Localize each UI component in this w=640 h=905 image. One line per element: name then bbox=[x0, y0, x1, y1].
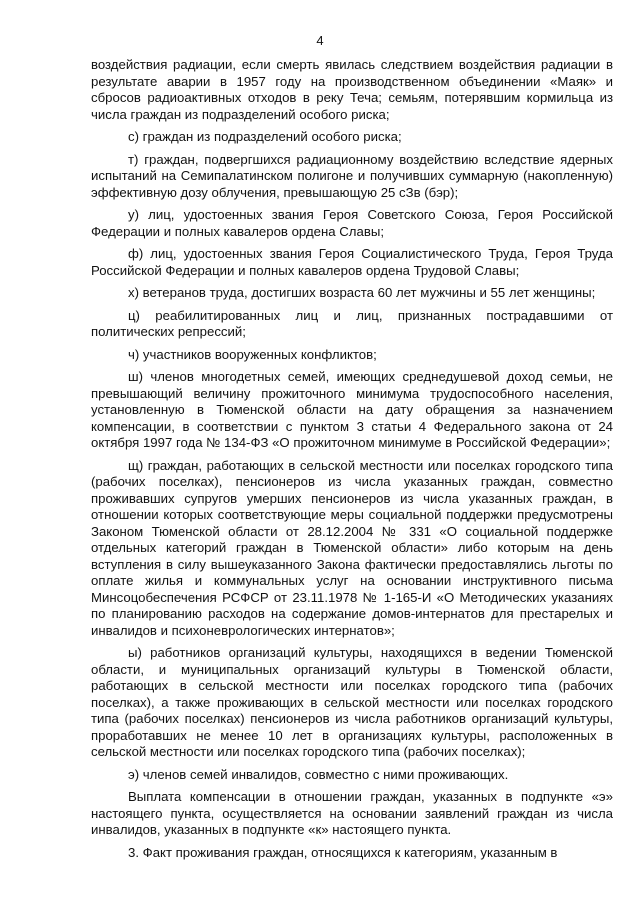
paragraph-item-e: э) членов семей инвалидов, совместно с ними проживающих. bbox=[128, 766, 509, 782]
page-number: 4 bbox=[316, 33, 324, 48]
paragraph-item-s: с) граждан из подразделений особого риска; bbox=[128, 129, 402, 144]
paragraph-item-kh: х) ветеранов труда, достигших возраста 60 лет мужчины и 55 лет женщины; bbox=[128, 285, 596, 300]
paragraph-item-shch: щ) граждан, работающих в сельской местности или поселках городского типа (рабочих поселках), пенсионеров из числа указанных граждан, совместно проживавших супругов умерших пенсионеров из числа указанных граждан, в отношении которых соответствующие меры социальной поддержки предусмотрены Законом Тюменской области от 28.12.2004 № 331 «О социальной поддержке отдельных категорий граждан в Тюменской области» либо которым на день вступления в силу вышеуказанного Закона фактически предоставлялись льготы по оплате жилья и коммунальных услуг на основании инструктивного письма Минсоцобеспечения РСФСР от 23.11.1978 № 1-165-И «О Методических указаниях по планированию расходов на содержание домов-интернатов для престарелых и инвалидов и психоневрологических интернатов»; bbox=[91, 457, 613, 638]
paragraph-section-3: 3. Факт проживания граждан, относящихся к категориям, указанным в bbox=[128, 844, 558, 860]
paragraph-item-u: у) лиц, удостоенных звания Героя Советского Союза, Героя Российской Федерации и полных кавалеров ордена Славы; bbox=[91, 207, 613, 239]
paragraph-item-t: т) граждан, подвергшихся радиационному воздействию вследствие ядерных испытаний на Семипалатинском полигоне и получивших суммарную (накопленную) эффективную дозу облучения, превышающую 25 сЗв (бэр); bbox=[91, 151, 613, 200]
paragraph-item-y: ы) работников организаций культуры, находящихся в ведении Тюменской области, и муниципальных организаций культуры в Тюменской области, работающих в сельской местности или поселках городского типа (рабочих поселках), а также проживающих в сельской местности или поселках городского типа (рабочих поселках) пенсионеров из числа работников организаций культуры, проработавших не менее 10 лет в организациях культуры, расположенных в сельской местности или поселках городского типа (рабочих поселках); bbox=[91, 645, 613, 759]
paragraph-item-sh: ш) членов многодетных семей, имеющих среднедушевой доход семьи, не превышающий величину прожиточного минимума трудоспособного населения, установленную в Тюменской области на дату обращения за назначением компенсации, в соответствии с пунктом 3 статьи 4 Федерального закона от 24 октября 1997 года № 134-ФЗ «О прожиточном минимуме в Российской Федерации»; bbox=[91, 369, 613, 450]
paragraph-compensation-note: Выплата компенсации в отношении граждан, указанных в подпункте «э» настоящего пункта, осуществляется на основании заявлений граждан из числа инвалидов, указанных в подпункте «к» настоящего пункта. bbox=[91, 789, 613, 837]
paragraph-item-f: ф) лиц, удостоенных звания Героя Социалистического Труда, Героя Труда Российской Федерации и полных кавалеров ордена Трудовой Славы; bbox=[91, 246, 613, 278]
paragraph-continuation: воздействия радиации, если смерть явилась следствием воздействия радиации в результате аварии в 1957 году на производственном объединении «Маяк» и сбросов радиоактивных отходов в реку Теча; семьям, потерявшим кормильца из числа граждан из подразделений особого риска; bbox=[91, 57, 613, 122]
paragraph-item-ch: ч) участников вооруженных конфликтов; bbox=[128, 346, 377, 362]
document-body bbox=[91, 57, 613, 867]
paragraph-item-ts: ц) реабилитированных лиц и лиц, признанных пострадавшими от политических репрессий; bbox=[91, 307, 613, 339]
